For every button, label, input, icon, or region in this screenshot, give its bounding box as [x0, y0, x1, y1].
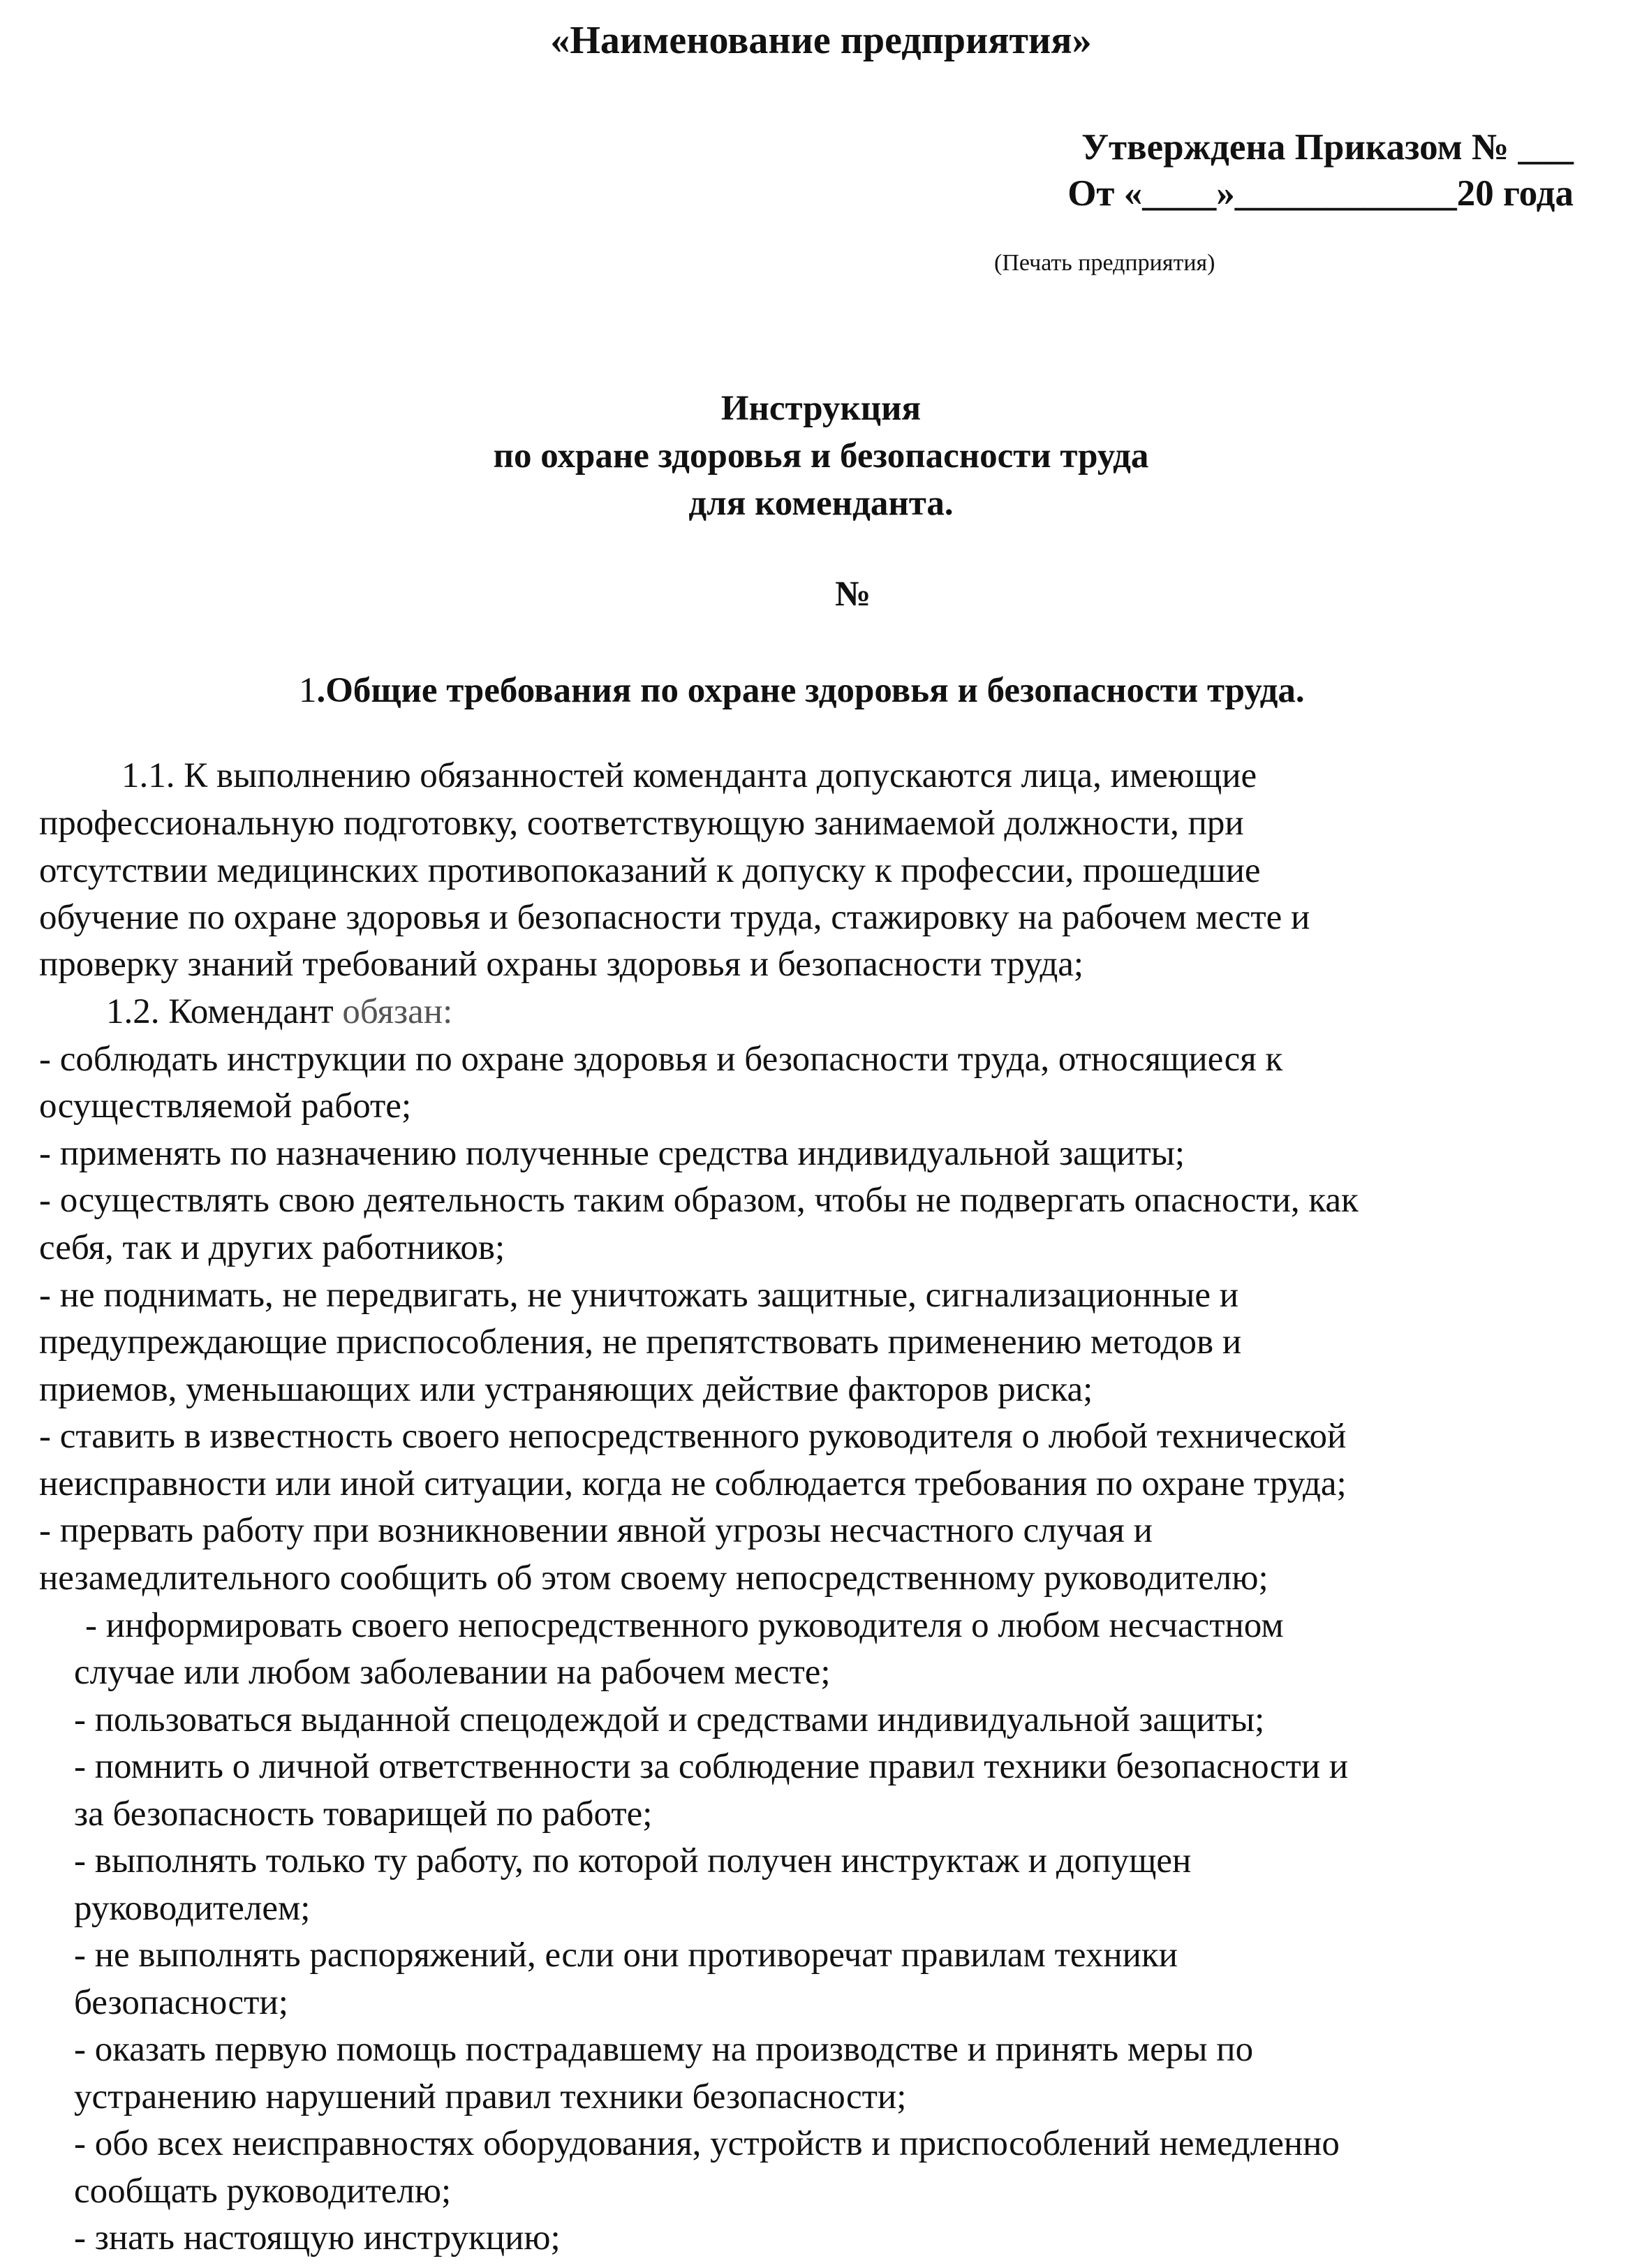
document-subtitle: по охране здоровья и безопасности труда	[493, 436, 1149, 476]
paragraph-line: отсутствии медицинских противопоказаний к допуску к профессии, прошедшие	[39, 851, 1261, 890]
section-heading-number: 1	[299, 671, 317, 710]
paragraph-1-2	[106, 992, 452, 1032]
section-heading	[299, 670, 1305, 711]
list-item: неисправности или иной ситуации, когда не соблюдается требования по охране труда;	[39, 1464, 1347, 1503]
list-item: - ставить в известность своего непосредственного руководителя о любой технической	[39, 1417, 1347, 1456]
list-item: руководителем;	[74, 1889, 311, 1928]
list-item: - пользоваться выданной спецодеждой и средствами индивидуальной защиты;	[74, 1700, 1265, 1739]
document-title: Инструкция	[720, 389, 922, 428]
list-item: - помнить о личной ответственности за соблюдение правил техники безопасности и	[74, 1747, 1349, 1786]
list-item: - применять по назначению полученные средства индивидуальной защиты;	[39, 1134, 1185, 1173]
paragraph-line: 1.1. К выполнению обязанностей коменданта допускаются лица, имеющие	[121, 756, 1257, 795]
list-item: - выполнять только ту работу, по которой получен инструктаж и допущен	[74, 1841, 1192, 1880]
list-item: - обо всех неисправностях оборудования, устройств и приспособлений немедленно	[74, 2124, 1340, 2163]
list-item: предупреждающие приспособления, не препятствовать применению методов и	[39, 1323, 1242, 1362]
list-item: за безопасность товарищей по работе;	[74, 1795, 653, 1834]
approval-order-line: Утверждена Приказом № ___	[1081, 127, 1574, 168]
list-item: - оказать первую помощь пострадавшему на производстве и принять меры по	[74, 2030, 1254, 2069]
paragraph-line: профессиональную подготовку, соответствующую занимаемой должности, при	[39, 804, 1244, 843]
paragraph-line: обучение по охране здоровья и безопасности труда, стажировку на рабочем месте и	[39, 898, 1310, 937]
list-item: безопасности;	[74, 1983, 288, 2022]
list-item: устранению нарушений правил техники безопасности;	[74, 2077, 907, 2116]
list-item: - информировать своего непосредственного руководителя о любом несчастном	[85, 1606, 1284, 1645]
list-item: осуществляемой работе;	[39, 1087, 412, 1126]
list-item: - не выполнять распоряжений, если они противоречат правилам техники	[74, 1936, 1178, 1975]
document-subtitle-role: для коменданта.	[688, 484, 954, 523]
company-name: «Наименование предприятия»	[550, 19, 1092, 62]
approval-date-line: От «____»____________20 года	[1067, 173, 1574, 214]
list-item: сообщать руководителю;	[74, 2172, 452, 2211]
stamp-note: (Печать предприятия)	[994, 250, 1215, 276]
document-number-sign: №	[835, 575, 871, 614]
section-heading-text: .Общие требования по охране здоровья и безопасности труда.	[316, 671, 1305, 710]
paragraph-1-2-obligated: обязан:	[342, 992, 453, 1031]
list-item: - знать настоящую инструкцию;	[74, 2218, 561, 2258]
list-item: - соблюдать инструкции по охране здоровья и безопасности труда, относящиеся к	[39, 1040, 1283, 1079]
list-item: случае или любом заболевании на рабочем месте;	[74, 1653, 831, 1692]
paragraph-1-2-label: 1.2. Комендант	[106, 992, 343, 1031]
list-item: - прервать работу при возникновении явной угрозы несчастного случая и	[39, 1511, 1153, 1550]
list-item: - осуществлять свою деятельность таким образом, чтобы не подвергать опасности, как	[39, 1181, 1359, 1220]
list-item: незамедлительного сообщить об этом своему непосредственному руководителю;	[39, 1559, 1269, 1598]
list-item: себя, так и других работников;	[39, 1228, 505, 1267]
list-item: - не поднимать, не передвигать, не уничтожать защитные, сигнализационные и	[39, 1276, 1239, 1315]
paragraph-line: проверку знаний требований охраны здоровья и безопасности труда;	[39, 945, 1084, 984]
list-item: приемов, уменьшающих или устраняющих действие факторов риска;	[39, 1370, 1093, 1409]
